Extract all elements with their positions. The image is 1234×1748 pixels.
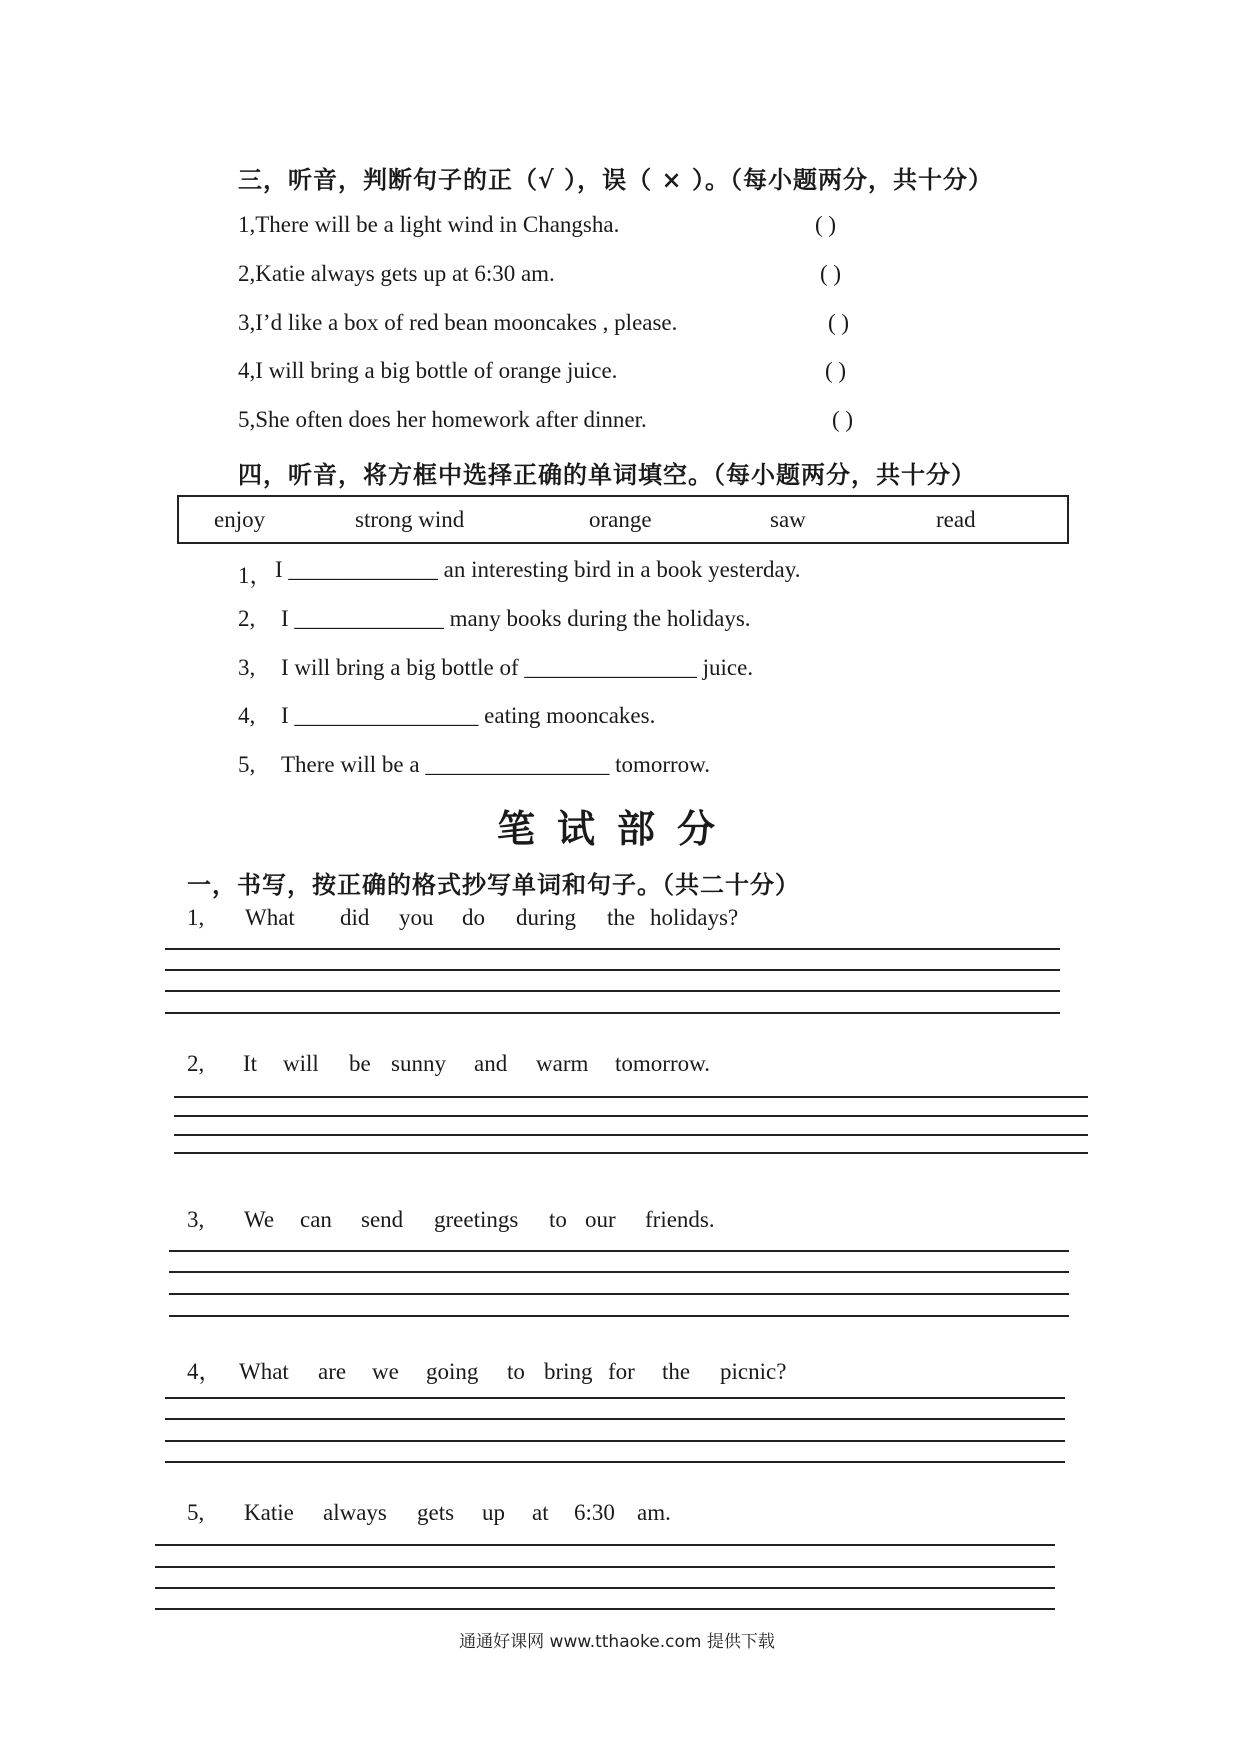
writing-heading: 一，书写，按正确的格式抄写单词和句子。（共二十分） xyxy=(187,870,800,899)
writing-line[interactable] xyxy=(174,1152,1088,1154)
sentence-word: send xyxy=(361,1207,404,1232)
true-false-item-1: 1,There will be a light wind in Changsha. xyxy=(238,212,620,237)
writing-line[interactable] xyxy=(165,1418,1065,1420)
sentence-word: It xyxy=(243,1051,258,1076)
sentence-word: going xyxy=(426,1359,479,1384)
writing-line[interactable] xyxy=(169,1250,1069,1252)
writing-line[interactable] xyxy=(165,948,1060,950)
writing-line[interactable] xyxy=(174,1096,1088,1098)
answer-paren-4[interactable]: ( ) xyxy=(825,358,847,383)
section3-heading: 三，听音，判断句子的正（√ ），误（ × ）。（每小题两分，共十分） xyxy=(238,165,993,194)
section4-heading: 四，听音，将方框中选择正确的单词填空。（每小题两分，共十分） xyxy=(238,460,976,489)
fill-blank-num-1: 1， xyxy=(238,563,273,588)
true-false-item-3: 3,I’d like a box of red bean mooncakes , please. xyxy=(238,310,678,335)
sentence-word: sunny xyxy=(391,1051,446,1076)
sentence-word: for xyxy=(608,1359,635,1384)
fill-blank-item-3[interactable]: I will bring a big bottle of _______________ juice. xyxy=(281,655,754,680)
sentence-number: 1, xyxy=(187,905,205,930)
copy-sentence-1 xyxy=(187,905,738,931)
written-part-title: 笔试部分 xyxy=(496,807,737,851)
writing-line[interactable] xyxy=(155,1608,1055,1610)
true-false-item-4: 4,I will bring a big bottle of orange juice. xyxy=(238,358,618,383)
sentence-word: bring xyxy=(544,1359,593,1384)
sentence-word: the xyxy=(662,1359,691,1384)
sentence-word: and xyxy=(474,1051,508,1076)
fill-blank-num-5: 5, xyxy=(238,752,256,777)
word-bank-word: orange xyxy=(589,507,652,532)
sentence-word: friends. xyxy=(645,1207,715,1232)
sentence-word: am. xyxy=(637,1500,671,1525)
fill-blank-num-3: 3, xyxy=(238,655,256,680)
sentence-number: 5, xyxy=(187,1500,205,1525)
sentence-word: picnic? xyxy=(720,1359,787,1384)
writing-line[interactable] xyxy=(165,969,1060,971)
sentence-word: We xyxy=(244,1207,275,1232)
writing-line[interactable] xyxy=(165,1397,1065,1399)
sentence-word: are xyxy=(318,1359,347,1384)
sentence-word: at xyxy=(532,1500,549,1525)
sentence-number: 2, xyxy=(187,1051,205,1076)
sentence-word: gets xyxy=(417,1500,455,1525)
sentence-word: be xyxy=(349,1051,371,1076)
sentence-word: to xyxy=(549,1207,567,1232)
sentence-word: during xyxy=(516,905,577,930)
true-false-item-5: 5,She often does her homework after dinner. xyxy=(238,407,647,432)
sentence-word: always xyxy=(323,1500,387,1525)
copy-sentence-2 xyxy=(187,1051,710,1077)
writing-line[interactable] xyxy=(169,1315,1069,1317)
sentence-word: did xyxy=(340,905,370,930)
fill-blank-item-4[interactable]: I ________________ eating mooncakes. xyxy=(281,703,656,728)
fill-blank-item-5[interactable]: There will be a ________________ tomorrow. xyxy=(281,752,711,777)
writing-line[interactable] xyxy=(169,1271,1069,1273)
sentence-word: do xyxy=(462,905,485,930)
answer-paren-3[interactable]: ( ) xyxy=(828,310,850,335)
fill-blank-num-2: 2, xyxy=(238,606,256,631)
sentence-word: you xyxy=(399,905,434,930)
writing-line[interactable] xyxy=(174,1115,1088,1117)
sentence-word: can xyxy=(300,1207,332,1232)
word-bank-box xyxy=(177,495,1069,544)
answer-paren-5[interactable]: ( ) xyxy=(832,407,854,432)
sentence-word: 6:30 xyxy=(574,1500,615,1525)
true-false-item-2: 2,Katie always gets up at 6:30 am. xyxy=(238,261,555,286)
writing-line[interactable] xyxy=(155,1587,1055,1589)
sentence-word: to xyxy=(507,1359,525,1384)
writing-line[interactable] xyxy=(165,1012,1060,1014)
sentence-word: our xyxy=(585,1207,616,1232)
sentence-word: Katie xyxy=(244,1500,294,1525)
sentence-word: we xyxy=(372,1359,399,1384)
word-bank-word: saw xyxy=(770,507,806,532)
copy-sentence-4 xyxy=(187,1353,786,1386)
sentence-word: will xyxy=(283,1051,319,1076)
answer-paren-1[interactable]: ( ) xyxy=(815,212,837,237)
copy-sentence-5 xyxy=(187,1500,671,1526)
writing-line[interactable] xyxy=(165,1461,1065,1463)
footer-credit: 通通好课网 www.tthaoke.com 提供下载 xyxy=(459,1632,775,1652)
fill-blank-item-2[interactable]: I _____________ many books during the holidays. xyxy=(281,606,751,631)
writing-line[interactable] xyxy=(155,1566,1055,1568)
answer-paren-2[interactable]: ( ) xyxy=(820,261,842,286)
sentence-word: warm xyxy=(536,1051,589,1076)
sentence-word: greetings xyxy=(434,1207,519,1232)
word-bank-word: enjoy xyxy=(214,507,266,532)
writing-line[interactable] xyxy=(169,1293,1069,1295)
sentence-word: What xyxy=(245,905,295,930)
copy-sentence-3 xyxy=(187,1207,715,1233)
sentence-word: tomorrow. xyxy=(615,1051,710,1076)
fill-blank-item-1[interactable]: I _____________ an interesting bird in a book yesterday. xyxy=(275,557,801,582)
sentence-word: the xyxy=(607,905,636,930)
writing-line[interactable] xyxy=(155,1544,1055,1546)
fill-blank-num-4: 4, xyxy=(238,703,256,728)
word-bank-word: read xyxy=(936,507,976,532)
sentence-word: holidays? xyxy=(650,905,739,930)
sentence-word: What xyxy=(239,1359,289,1384)
word-bank-word: strong wind xyxy=(355,507,465,532)
sentence-number: 4， xyxy=(187,1359,222,1384)
writing-line[interactable] xyxy=(165,1440,1065,1442)
sentence-number: 3, xyxy=(187,1207,205,1232)
sentence-word: up xyxy=(482,1500,505,1525)
writing-line[interactable] xyxy=(174,1134,1088,1136)
writing-line[interactable] xyxy=(165,990,1060,992)
